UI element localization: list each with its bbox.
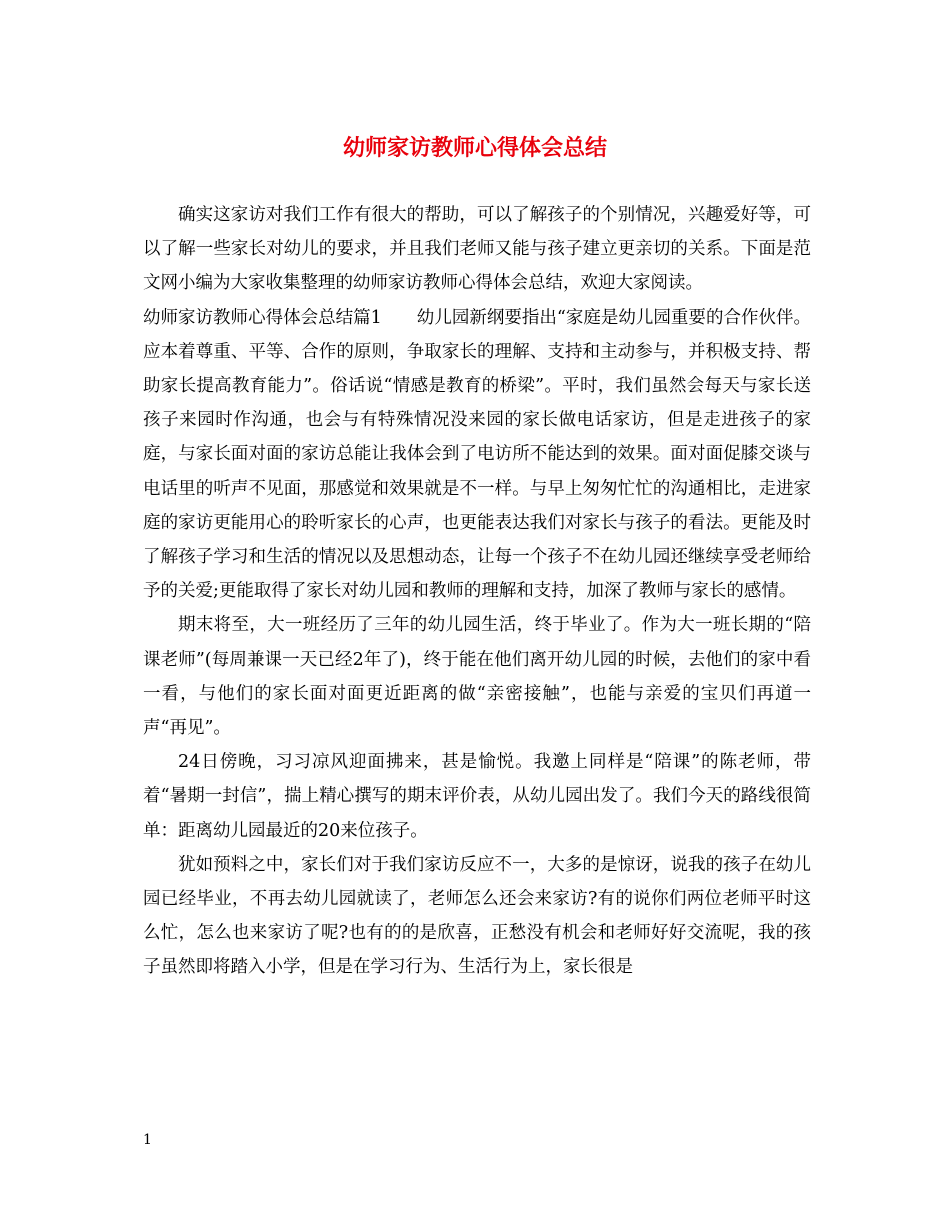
document-title: 幼师家访教师心得体会总结 xyxy=(342,135,607,161)
paragraph-term-end: 期末将至，大一班经历了三年的幼儿园生活，终于毕业了。作为大一班长期的“陪课老师”(每周兼课一天已经2年了)，终于能在他们离开幼儿园的时候，去他们的家中看一看，与他们的家长面对面更近距离的做“亲密接触”，也能与亲爱的宝贝们再道一声“再见”。 xyxy=(143,615,811,739)
page-number: 1 xyxy=(143,1132,152,1148)
document-body xyxy=(143,198,811,985)
paragraph-section-1: 幼师家访教师心得体会总结篇1 幼儿园新纲要指出“家庭是幼儿园重要的合作伙伴。应本着尊重、平等、合作的原则，争取家长的理解、支持和主动参与，并积极支持、帮助家长提高教育能力”。俗话说“情感是教育的桥梁”。平时，我们虽然会每天与家长送孩子来园时作沟通，也会与有特殊情况没来园的家长做电话家访，但是走进孩子的家庭，与家长面对面的家访总能让我体会到了电访所不能达到的效果。面对面促膝交谈与电话里的听声不见面，那感觉和效果就是不一样。与早上匆匆忙忙的沟通相比，走进家庭的家访更能用心的聆听家长的心声，也更能表达我们对家长与孩子的看法。更能及时了解孩子学习和生活的情况以及思想动态，让每一个孩子不在幼儿园还继续享受老师给予的关爱;更能取得了家长对幼儿园和教师的理解和支持，加深了教师与家长的感情。 xyxy=(143,307,811,602)
paragraph-intro: 确实这家访对我们工作有很大的帮助，可以了解孩子的个别情况，兴趣爱好等，可以了解一些家长对幼儿的要求，并且我们老师又能与孩子建立更亲切的关系。下面是范文网小编为大家收集整理的幼师家访教师心得体会总结，欢迎大家阅读。 xyxy=(143,205,811,294)
paragraph-evening-visit: 24日傍晚，习习凉风迎面拂来，甚是愉悦。我邀上同样是“陪课”的陈老师，带着“暑期一封信”，揣上精心撰写的期末评价表，从幼儿园出发了。我们今天的路线很简单：距离幼儿园最近的20来位孩子。 xyxy=(143,752,811,841)
paragraph-parent-reactions: 犹如预料之中，家长们对于我们家访反应不一，大多的是惊讶，说我的孩子在幼儿园已经毕业，不再去幼儿园就读了，老师怎么还会来家访?有的说你们两位老师平时这么忙，怎么也来家访了呢?也有的的是欣喜，正愁没有机会和老师好好交流呢，我的孩子虽然即将踏入小学，但是在学习行为、生活行为上，家长很是 xyxy=(143,854,811,978)
